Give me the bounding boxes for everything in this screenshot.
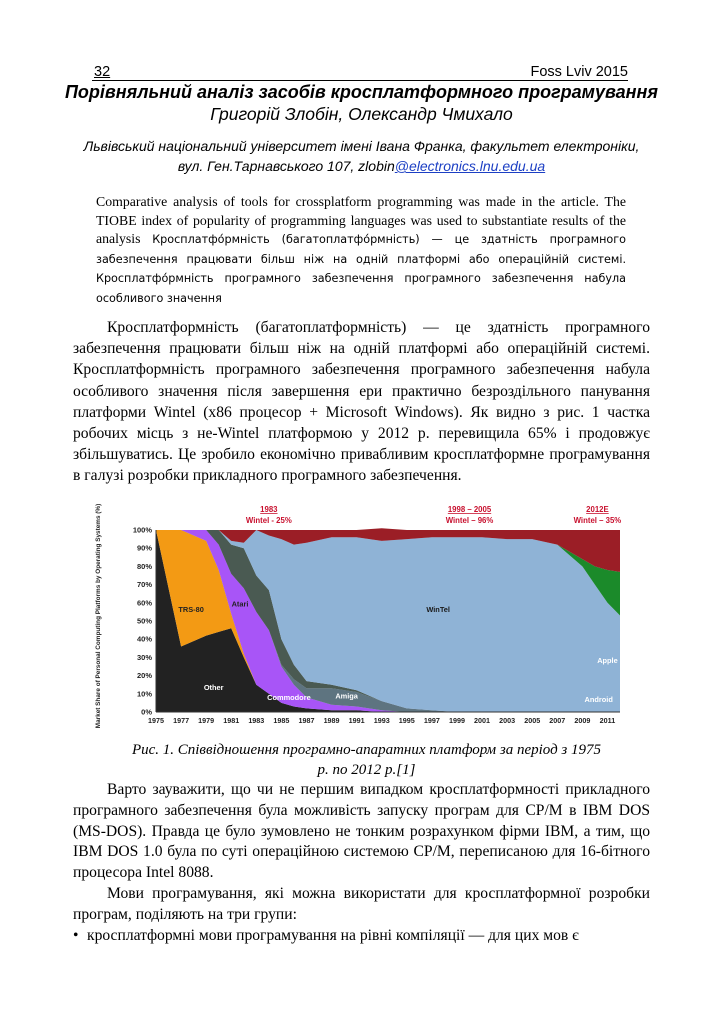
x-tick-label: 2003 <box>499 716 516 725</box>
paper-authors: Григорій Злобін, Олександр Чмихало <box>210 104 513 124</box>
affiliation-address: вул. Ген.Тарнавського 107, zlobin <box>177 158 395 174</box>
bullet-dot-icon: • <box>73 926 79 944</box>
series-label-trs-80: TRS-80 <box>178 604 204 614</box>
y-tick-label: 100% <box>132 525 152 535</box>
abstract <box>96 193 626 309</box>
x-tick-label: 1991 <box>348 716 365 725</box>
x-tick-label: 1979 <box>198 716 215 725</box>
series-label-amiga: Amiga <box>335 691 358 701</box>
x-tick-label: 1975 <box>148 716 164 725</box>
paragraph-intro: Кросплатформність (багатоплатформність) — це здатність програмного забезпечення працювати більш ніж на одній платформі або операційній системі. Кросплатформність програмного забезпечення програмного забезпечення набула особливого значення після завершення ери практично безроздільного панування платформи Wintel (x86 процесор + Microsoft Windows). Як видно з рис. 1 частка робочих місць з не-Wintel платформою у 2012 р. перевищила 65% і продовжує збільшуватись. Це зробило економічно привабливим кросплатформне програмування в галузі розробки прикладного програмного забезпечення. <box>73 319 650 485</box>
abstract-english: Comparative analysis of tools for crossplatform programming was made in the article. The TIOBE index of popularity of programming languages was used to substantiate results of the analysis <box>96 194 626 247</box>
chart-annotations <box>246 505 621 525</box>
y-tick-label: 20% <box>136 671 152 681</box>
x-tick-label: 1999 <box>448 716 465 725</box>
x-tick-label: 2005 <box>524 716 541 725</box>
y-axis-ticks <box>133 526 153 717</box>
intro-section <box>73 317 650 487</box>
annotation-share: Wintel – 35% <box>573 516 622 525</box>
email-link[interactable]: @electronics.lnu.edu.ua <box>394 158 546 174</box>
running-header <box>92 64 628 81</box>
x-tick-label: 1985 <box>273 716 290 725</box>
y-tick-label: 50% <box>136 616 152 626</box>
y-tick-label: 70% <box>136 580 152 590</box>
paper-title: Порівняльний аналіз засобів кросплатформного програмування <box>64 82 658 102</box>
annotation-year: 1998 – 2005 <box>447 505 492 514</box>
x-tick-label: 2001 <box>474 716 491 725</box>
x-tick-label: 1987 <box>298 716 315 725</box>
series-label-commodore: Commodore <box>267 693 311 703</box>
y-tick-label: 10% <box>136 689 152 699</box>
y-tick-label: 90% <box>136 543 152 553</box>
annotation-share: Wintel - 25% <box>245 516 292 525</box>
x-tick-label: 1993 <box>373 716 390 725</box>
paragraph-cpm: Варто зауважити, що чи не першим випадком кросплатформності прикладного програмного забезпечення була можливість запуску програм для CP/M в IBM DOS (MS-DOS). Правда це було зумовлено не тонким розрахунком фірми IBM, а тим, що IBM DOS 1.0 була по суті операційною системою CP/M, переписаною для 16-бітного процесора Intel 8088. <box>73 781 650 882</box>
figure-caption <box>80 740 653 780</box>
y-tick-label: 30% <box>136 652 152 662</box>
annotation-year: 1983 <box>260 505 278 514</box>
y-tick-label: 80% <box>136 561 152 571</box>
x-tick-label: 1989 <box>323 716 340 725</box>
y-axis-label: Market Share of Personal Computing Platforms by Operating Systems (%) <box>95 503 102 729</box>
y-tick-label: 60% <box>136 598 152 608</box>
y-tick-label: 0% <box>141 707 152 717</box>
y-tick-label: 40% <box>136 634 152 644</box>
x-tick-label: 1995 <box>398 716 415 725</box>
y-axis-title <box>95 504 102 728</box>
series-label-android: Android <box>584 694 613 704</box>
bullet-item <box>73 926 650 947</box>
affiliation <box>80 136 643 176</box>
affiliation-line-2 <box>80 156 643 176</box>
platform-share-chart <box>90 502 635 730</box>
x-tick-label: 2007 <box>549 716 566 725</box>
x-tick-label: 1977 <box>173 716 190 725</box>
x-tick-label: 1997 <box>423 716 440 725</box>
page-number: 32 <box>94 64 111 80</box>
figure-caption-line-1: Рис. 1. Співвідношення програмно-апаратних платформ за період з 1975 <box>131 742 602 758</box>
x-tick-label: 1983 <box>248 716 265 725</box>
series-label-atari: Atari <box>231 599 249 609</box>
x-axis-ticks <box>148 716 615 725</box>
affiliation-line-1: Львівський національний університет імені Івана Франка, факультет електроніки, <box>83 138 640 154</box>
series-label-wintel: WinTel <box>426 604 450 614</box>
body-section <box>73 780 650 946</box>
x-tick-label: 1981 <box>223 716 240 725</box>
annotation-year: 2012E <box>586 505 609 514</box>
series-label-other: Other <box>203 683 224 693</box>
x-tick-label: 2011 <box>599 716 616 725</box>
bullet-text: кросплатформні мови програмування на рівні компіляції — для цих мов є <box>87 926 579 944</box>
figure-caption-line-2: р. по 2012 р.[1] <box>317 762 416 778</box>
abstract-ukrainian: Кросплатфо́рмність (багатоплатфо́рмність) — це здатність програмного забезпечення працювати більш ніж на одній платформі або операційній системі. Кросплатфо́рмність програмного забезпечення програмного забезпечення набула особливого значення <box>96 233 626 305</box>
annotation-share: Wintel – 96% <box>445 516 494 525</box>
conference-name: Foss Lviv 2015 <box>530 64 628 80</box>
series-label-apple: Apple <box>597 655 618 665</box>
area-layers <box>156 528 620 712</box>
x-tick-label: 2009 <box>574 716 591 725</box>
paragraph-language-groups: Мови програмування, які можна використати для кросплатформної розробки програм, поділяють на три групи: <box>73 884 650 923</box>
